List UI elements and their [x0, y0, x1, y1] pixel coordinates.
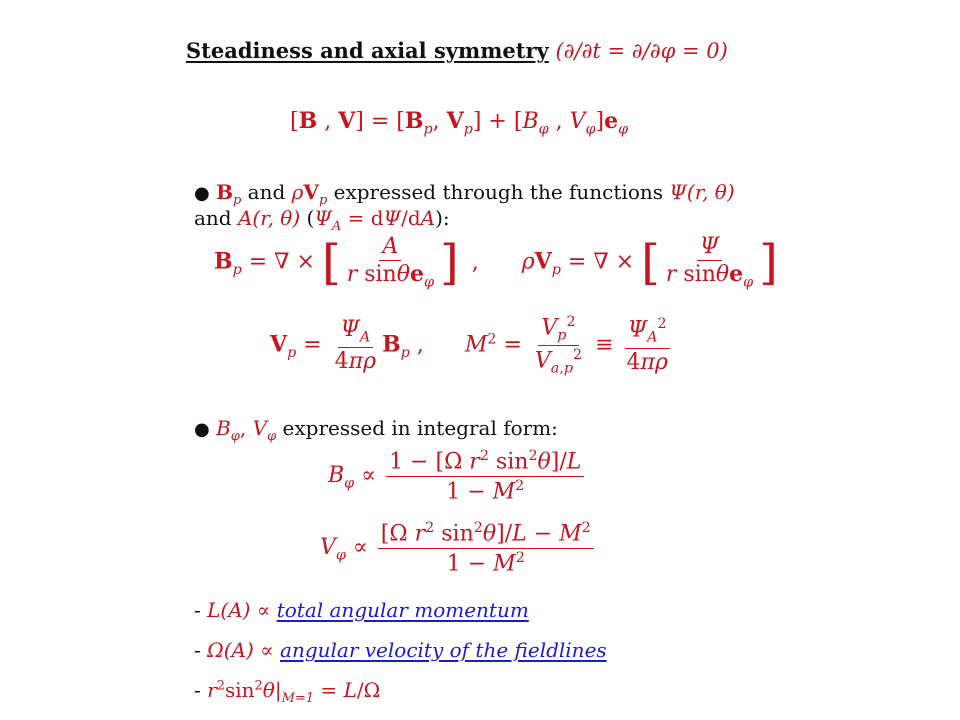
section1-and2: and [194, 206, 238, 230]
bullet-icon: ● [194, 419, 210, 440]
vphi-equation: $V_\varphi$ ∝ $\frac{[\Omega r^2 \sin^2\theta]/L - M^2}{1 - M^2}$ [320, 520, 597, 576]
slide-title [186, 38, 728, 63]
mach-equations: $V_p$ = $\frac{\Psi_A}{4\pi\rho}$ $B_p$ , $M^2$ = $\frac{V_p^2}{V_{a,p}^2}$ ≡ $\frac{\Psi_A^2}{4\pi\rho}$ [270, 314, 668, 377]
note-angular-velocity: - Ω(A) ∝ angular velocity of the fieldlines [194, 638, 607, 662]
bphi-equation: $B_\varphi$ ∝ $\frac{1 - [\Omega r^2 \sin^2\theta]/L}{1 - M^2}$ [328, 448, 587, 504]
section1-func-a: A(r, θ) [237, 206, 301, 230]
section1-line2: and A(r, θ) $(\Psi_A = d\Psi/dA)$: [194, 206, 450, 234]
link-angular-velocity[interactable]: angular velocity of the fieldlines [280, 638, 607, 662]
decomposition-equation: [B , $V] = [B_p$, $V_p] + [B_\varphi$ , $V_\varphi]e_\varphi$ [290, 108, 629, 138]
section1-line1: ● $B_p$ and $\rho V_p$ expressed through the functions Ψ(r, θ) [194, 180, 735, 208]
section1-and: and [241, 180, 292, 204]
section1-text: expressed through the functions [327, 180, 670, 204]
section2-header: ● $B_\varphi$, $V_\varphi$ expressed in integral form: [194, 416, 558, 444]
title-underlined: Steadiness and axial symmetry [186, 38, 549, 63]
note-angular-momentum: - L(A) ∝ total angular momentum [194, 598, 529, 622]
curl-equations: $B_p$ = ∇ × [ $\frac{A}{r \sin\theta e_\varphi}$ ] , $\rho V_p$ = ∇ × [ $\frac{\Psi}{r \sin\theta e_\varphi}$ ] [214, 234, 778, 291]
section2-text: expressed in integral form: [276, 416, 558, 440]
title-formula: (∂/∂t = ∂/∂φ = 0) [555, 39, 728, 63]
bullet-icon: ● [194, 183, 210, 204]
section1-func-psi: Ψ(r, θ) [669, 180, 735, 204]
link-total-angular-momentum[interactable]: total angular momentum [276, 598, 529, 622]
note-alfven-condition: - $r^2\sin^2\theta|_{M=1} = L/\Omega$ [194, 678, 381, 706]
